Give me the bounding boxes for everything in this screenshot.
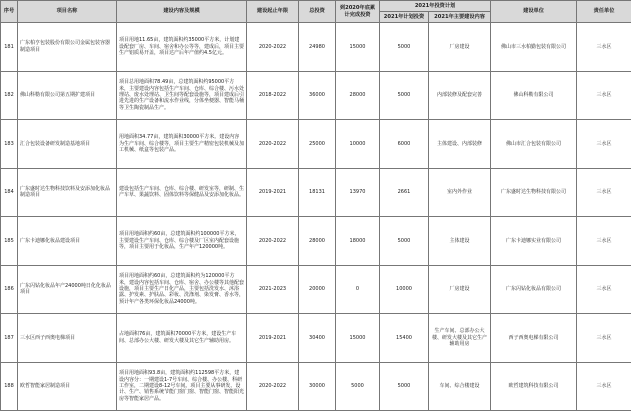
cell-content: 项目总用地面积78.49亩，总建筑面积约95000平方米，主要建设内容包括生产车间、仓库、综合楼、污水处理站、废水处理站、卫生间等配套设施等，项目建成后引进先进的生产设备和流水作业线，分体坐便器、智能马桶等卫生陶瓷制品生产。	[117, 71, 247, 120]
cell-name: 欧哲智能家居制造项目	[18, 362, 117, 411]
cell-unit: 佛山科勒有限公司	[491, 71, 577, 120]
cell-done: 15000	[336, 314, 380, 363]
cell-content: 项目用地面积约60亩，总建筑面积约100000平方米，主要建设生产车间、仓库、综合楼及厂区室内配套设施等，项目主要用于化妆品，生产年产120000吨。	[117, 217, 247, 266]
cell-total: 20000	[299, 265, 336, 314]
cell-plan-amount: 5000	[380, 23, 429, 72]
cell-plan-content: 主体建设、内部装修	[429, 120, 491, 169]
cell-name: 佛山科勒有限公司第五期扩建项目	[18, 71, 117, 120]
cell-period: 2019-2021	[247, 314, 299, 363]
cell-unit: 佛山市汇合包装有限公司	[491, 120, 577, 169]
header-content: 建设内容及规模	[117, 1, 247, 23]
cell-seq: 183	[1, 120, 18, 169]
cell-total: 18131	[299, 168, 336, 217]
table-row	[1, 120, 631, 169]
header-dept: 责任单位	[577, 1, 631, 23]
cell-plan-amount: 6000	[380, 120, 429, 169]
header-total: 总投资	[299, 1, 336, 23]
cell-dept: 三水区	[577, 217, 631, 266]
table-row	[1, 362, 631, 411]
cell-period: 2020-2022	[247, 120, 299, 169]
header-name: 项目名称	[18, 1, 117, 23]
cell-plan-amount: 5000	[380, 71, 429, 120]
table-row	[1, 217, 631, 266]
cell-unit: 西子西奥电梯有限公司	[491, 314, 577, 363]
cell-plan-content: 厂房建设	[429, 23, 491, 72]
cell-done: 5000	[336, 362, 380, 411]
cell-dept: 三水区	[577, 362, 631, 411]
cell-name: 广东闪钻化妆品年产24000吨日化化妆品项目	[18, 265, 117, 314]
cell-name: 广东盛时达生物科技饮料及安添加化妆品制造项目	[18, 168, 117, 217]
cell-unit: 佛山市三水柏勤包装有限公司	[491, 23, 577, 72]
cell-plan-amount: 5000	[380, 362, 429, 411]
cell-done: 10000	[336, 120, 380, 169]
cell-period: 2018-2022	[247, 71, 299, 120]
table-body	[1, 23, 631, 411]
cell-unit: 欧哲建筑科技有限公司	[491, 362, 577, 411]
cell-total: 30000	[299, 362, 336, 411]
cell-plan-content: 室内外作业	[429, 168, 491, 217]
cell-seq: 188	[1, 362, 18, 411]
cell-unit: 广东闪钻化妆品有限公司	[491, 265, 577, 314]
cell-dept: 三水区	[577, 265, 631, 314]
cell-seq: 181	[1, 23, 18, 72]
header-plan-amount: 2021年计划投资	[380, 12, 429, 23]
cell-dept: 三水区	[577, 120, 631, 169]
table-row	[1, 265, 631, 314]
cell-plan-content: 生产车间、总部办公大楼、研发大楼及其它生产辅助用房	[429, 314, 491, 363]
table-row	[1, 71, 631, 120]
cell-total: 24980	[299, 23, 336, 72]
cell-total: 25000	[299, 120, 336, 169]
cell-plan-content: 厂房建设	[429, 265, 491, 314]
header-plan-group: 2021年投资计划	[380, 1, 491, 12]
cell-dept: 三水区	[577, 71, 631, 120]
table-header	[1, 1, 631, 23]
cell-period: 2020-2022	[247, 362, 299, 411]
header-done: 到2020年底累计完成投资	[336, 1, 380, 23]
cell-done: 28000	[336, 71, 380, 120]
cell-content: 占地面积76亩，建筑面积70000平方米，建设生产车间、总部办公大楼、研发大楼及其它生产辅助用房。	[117, 314, 247, 363]
cell-total: 36000	[299, 71, 336, 120]
cell-done: 0	[336, 265, 380, 314]
cell-dept: 三水区	[577, 168, 631, 217]
cell-done: 18000	[336, 217, 380, 266]
cell-plan-content: 主体建设	[429, 217, 491, 266]
cell-unit: 广东盛时达生物科技有限公司	[491, 168, 577, 217]
cell-dept: 三水区	[577, 23, 631, 72]
table-row	[1, 314, 631, 363]
cell-done: 13970	[336, 168, 380, 217]
header-period: 建设起止年限	[247, 1, 299, 23]
cell-name: 汇合包装设备研发制造基地项目	[18, 120, 117, 169]
cell-plan-amount: 5000	[380, 217, 429, 266]
cell-total: 28000	[299, 217, 336, 266]
cell-content: 项目用地面积93.8亩，建筑面积约112598平方米，建设内容分：一期建设1-7号车间、综合楼、办公楼、科研工作室，二期建设8-12号车间。项目主要从事研发、设计、生产、销售系统节能门窗门窗、智能门窗、智能阳光房等智能家居产品。	[117, 362, 247, 411]
cell-seq: 187	[1, 314, 18, 363]
cell-plan-amount: 2661	[380, 168, 429, 217]
cell-content: 项目用地11.65亩，建筑面积约35000平方米，计划建设配套厂房、车间、宿舍和办公等等，建成后，项目主要生产铝质易开盖，项目达产后年产值约4.5亿元。	[117, 23, 247, 72]
cell-period: 2019-2021	[247, 168, 299, 217]
cell-plan-amount: 15400	[380, 314, 429, 363]
cell-unit: 广东卡迪娜实业有限公司	[491, 217, 577, 266]
cell-plan-content: 车间、综合楼建设	[429, 362, 491, 411]
cell-period: 2020-2022	[247, 217, 299, 266]
cell-dept: 三水区	[577, 314, 631, 363]
table-row	[1, 23, 631, 72]
cell-period: 2021-2023	[247, 265, 299, 314]
table-row	[1, 168, 631, 217]
cell-seq: 185	[1, 217, 18, 266]
cell-plan-amount: 10000	[380, 265, 429, 314]
cell-seq: 186	[1, 265, 18, 314]
cell-name: 广东柏亨包装股份有限公司金属包装容器制造项目	[18, 23, 117, 72]
cell-seq: 182	[1, 71, 18, 120]
header-unit: 建设单位	[491, 1, 577, 23]
cell-total: 30400	[299, 314, 336, 363]
cell-content: 用地面积34.77亩，建筑面积30000平方米。建设内容为生产车间、综合楼等，项目主要生产精密包装机械及加工机械、纸盒等包装产品。	[117, 120, 247, 169]
header-plan-content: 2021年主要建设内容	[429, 12, 491, 23]
cell-done: 15000	[336, 23, 380, 72]
cell-plan-content: 内部装修及配套完善	[429, 71, 491, 120]
cell-period: 2020-2022	[247, 23, 299, 72]
cell-seq: 184	[1, 168, 18, 217]
cell-name: 三水区西子西奥电梯项目	[18, 314, 117, 363]
cell-content: 项目用地面积约60亩，总建筑面积约为120000平方米，建设内容包括车间、仓库、宿舍、办公楼等其他配套设施，项目主要生产日化产品，主要包括洗发水、沐浴露、护发素、护肤品、彩妆、洗涤剂、染发膏、香水等，预计年产各类环保化妆品24000吨。	[117, 265, 247, 314]
cell-content: 建设包括生产车间、仓库、综合楼、研发室等，研制、生产车草、果蔬饮料、固体饮料等保健品及安添加化妆品。	[117, 168, 247, 217]
cell-name: 广东卡迪娜化妆品建设项目	[18, 217, 117, 266]
header-seq: 序号	[1, 1, 18, 23]
